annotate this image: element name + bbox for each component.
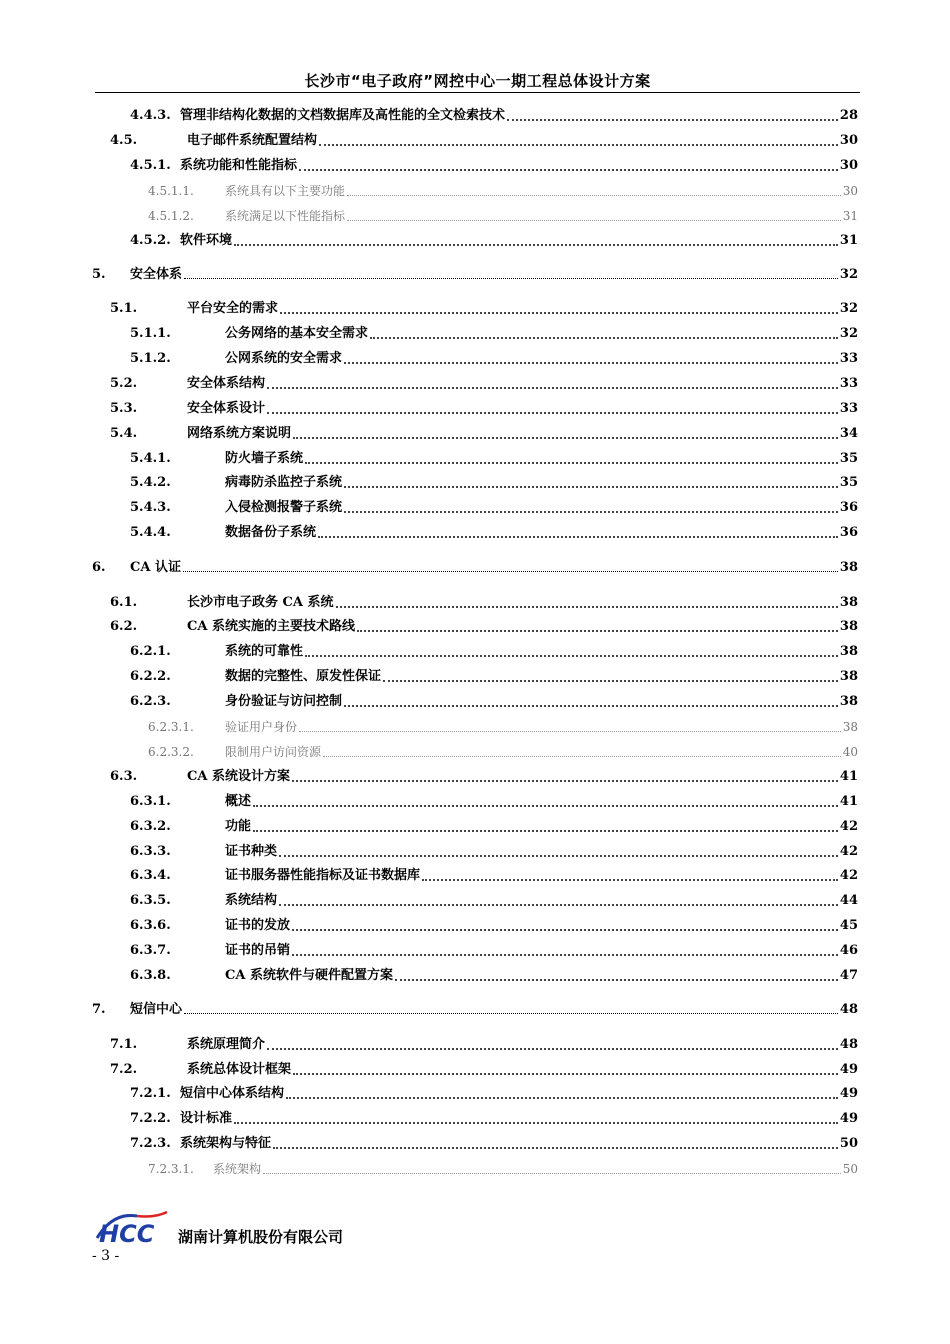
toc-entry-title: 安全体系设计 (187, 401, 266, 416)
toc-entry[interactable] (130, 1107, 858, 1127)
toc-entry[interactable] (148, 204, 858, 224)
toc-dot-leader (336, 590, 838, 608)
toc-entry-page: 38 (839, 644, 858, 659)
toc-entry-page: 33 (839, 401, 858, 416)
toc-dot-leader (395, 963, 838, 981)
toc-entry-number: 5.4.3. (130, 500, 171, 515)
toc-dot-leader (234, 1106, 838, 1124)
toc-entry-number: 7.2.2. (130, 1111, 171, 1126)
toc-entry-number: 7. (92, 1002, 106, 1017)
toc-entry-number: 6.2.3.2. (148, 745, 194, 759)
toc-entry[interactable] (148, 715, 858, 735)
toc-entry[interactable] (92, 998, 858, 1018)
toc-entry-title: 防火墙子系统 (225, 451, 304, 466)
toc-entry[interactable] (130, 665, 858, 685)
toc-entry[interactable] (130, 322, 858, 342)
toc-dot-leader (344, 346, 838, 364)
toc-dot-leader (293, 421, 838, 439)
toc-entry-page: 30 (839, 158, 858, 173)
toc-dot-leader (383, 664, 838, 682)
toc-entry[interactable] (130, 229, 858, 249)
toc-dot-leader (344, 495, 838, 513)
toc-entry-number: 7.2.3. (130, 1136, 171, 1151)
toc-entry-page: 42 (839, 868, 858, 883)
toc-entry[interactable] (130, 964, 858, 984)
toc-entry-number: 6.2.2. (130, 669, 171, 684)
toc-entry-title: 概述 (225, 794, 252, 809)
toc-entry-title: 证书服务器性能指标及证书数据库 (225, 868, 421, 883)
toc-dot-leader (370, 321, 838, 339)
toc-entry-title: 系统原理简介 (187, 1037, 266, 1052)
toc-entry-page: 30 (842, 184, 858, 198)
toc-entry-number: 7.2. (110, 1062, 138, 1077)
company-name: 湖南计算机股份有限公司 (178, 1228, 344, 1246)
toc-entry-page: 49 (839, 1062, 858, 1077)
toc-dot-leader (267, 396, 838, 414)
toc-entry-number: 5.4.2. (130, 475, 171, 490)
header-title: 长沙市“电子政府”网控中心一期工程总体设计方案 (304, 72, 651, 90)
toc-dot-leader (347, 179, 841, 196)
toc-entry-title: CA 系统软件与硬件配置方案 (225, 968, 393, 983)
toc-entry-number: 5.1. (110, 301, 138, 316)
toc-entry[interactable] (130, 914, 858, 934)
toc-entry-title: 限制用户访问资源 (225, 745, 322, 759)
toc-entry-page: 49 (839, 1086, 858, 1101)
toc-dot-leader (292, 938, 838, 956)
toc-entry[interactable] (130, 104, 858, 124)
toc-entry-number: 5.1.1. (130, 326, 171, 341)
toc-entry[interactable] (130, 521, 858, 541)
toc-entry-number: 6. (92, 560, 106, 575)
toc-dot-leader (279, 888, 838, 906)
toc-entry[interactable] (92, 263, 858, 283)
toc-entry-title: 管理非结构化数据的文档数据库及高性能的全文检索技术 (180, 108, 506, 123)
toc-entry-title: 平台安全的需求 (187, 301, 279, 316)
toc-dot-leader (263, 1157, 841, 1174)
toc-dot-leader (299, 715, 841, 732)
logo-text: HCC (99, 1220, 155, 1248)
toc-dot-leader (184, 262, 838, 279)
toc-dot-leader (318, 520, 838, 538)
toc-dot-leader (267, 371, 838, 389)
toc-entry-number: 5.4.1. (130, 451, 171, 466)
toc-entry-page: 32 (839, 267, 858, 282)
toc-entry-page: 35 (839, 451, 858, 466)
toc-entry-title: 系统架构 (213, 1162, 262, 1176)
toc-entry-number: 6.3.2. (130, 819, 171, 834)
toc-entry[interactable] (130, 815, 858, 835)
toc-dot-leader (344, 689, 838, 707)
toc-entry[interactable] (110, 615, 858, 635)
toc-entry[interactable] (110, 765, 858, 785)
toc-entry-page: 28 (839, 108, 858, 123)
toc-entry-number: 4.5.1. (130, 158, 171, 173)
toc-entry-title: 网络系统方案说明 (187, 426, 292, 441)
toc-entry-title: 安全体系 (130, 267, 183, 282)
toc-dot-leader (286, 1081, 838, 1099)
toc-entry-number: 5. (92, 267, 106, 282)
toc-entry-title: 短信中心 (130, 1002, 183, 1017)
toc-entry[interactable] (110, 397, 858, 417)
toc-entry[interactable] (110, 372, 858, 392)
toc-entry-number: 6.2.3. (130, 694, 171, 709)
toc-dot-leader (344, 470, 838, 488)
toc-entry-title: 证书的发放 (225, 918, 291, 933)
toc-entry[interactable] (130, 840, 858, 860)
toc-entry[interactable] (148, 179, 858, 199)
toc-entry-title: 系统具有以下主要功能 (225, 184, 346, 198)
toc-entry-title: 系统架构与特征 (180, 1136, 272, 1151)
toc-entry-title: 证书的吊销 (225, 943, 291, 958)
toc-entry-page: 32 (839, 301, 858, 316)
toc-entry-page: 36 (839, 500, 858, 515)
toc-dot-leader (293, 1057, 838, 1075)
toc-entry-page: 42 (839, 819, 858, 834)
toc-entry-page: 33 (839, 351, 858, 366)
toc-entry-page: 48 (839, 1002, 858, 1017)
toc-dot-leader (280, 296, 838, 314)
toc-entry[interactable] (130, 1132, 858, 1152)
toc-entry-title: 证书种类 (225, 844, 278, 859)
toc-entry-number: 4.4.3. (130, 108, 171, 123)
toc-entry-page: 48 (839, 1037, 858, 1052)
toc-entry-title: 短信中心体系结构 (180, 1086, 285, 1101)
toc-dot-leader (299, 153, 838, 171)
toc-dot-leader (234, 228, 838, 246)
toc-dot-leader (253, 789, 838, 807)
toc-entry[interactable] (130, 889, 858, 909)
toc-entry[interactable] (130, 939, 858, 959)
toc-entry-page: 35 (839, 475, 858, 490)
toc-entry[interactable] (130, 447, 858, 467)
toc-dot-leader (507, 103, 838, 121)
toc-entry-page: 49 (839, 1111, 858, 1126)
toc-dot-leader (273, 1131, 838, 1149)
toc-entry-number: 6.3.1. (130, 794, 171, 809)
toc-entry[interactable] (130, 347, 858, 367)
toc-entry-page: 41 (839, 794, 858, 809)
toc-entry-title: 身份验证与访问控制 (225, 694, 343, 709)
toc-dot-leader (305, 446, 838, 464)
toc-entry-page: 45 (839, 918, 858, 933)
toc-entry-page: 34 (839, 426, 858, 441)
toc-entry-page: 40 (842, 745, 858, 759)
toc-entry-number: 4.5.2. (130, 233, 171, 248)
toc-entry-page: 38 (839, 669, 858, 684)
toc-dot-leader (292, 764, 838, 782)
toc-entry[interactable] (130, 790, 858, 810)
toc-dot-leader (305, 639, 838, 657)
toc-entry-page: 50 (842, 1162, 858, 1176)
toc-entry-page: 31 (842, 209, 858, 223)
toc-entry-number: 5.4. (110, 426, 138, 441)
toc-dot-leader (323, 740, 841, 757)
toc-entry-page: 36 (839, 525, 858, 540)
toc-entry-page: 38 (839, 694, 858, 709)
toc-dot-leader (319, 128, 838, 146)
toc-entry-title: 设计标准 (180, 1111, 233, 1126)
toc-entry-title: 入侵检测报警子系统 (225, 500, 343, 515)
toc-entry-number: 7.2.3.1. (148, 1162, 194, 1176)
toc-entry-title: 安全体系结构 (187, 376, 266, 391)
toc-entry-title: 系统满足以下性能指标 (225, 209, 346, 223)
toc-dot-leader (292, 913, 838, 931)
toc-entry-page: 44 (839, 893, 858, 908)
toc-entry-title: CA 系统设计方案 (187, 769, 290, 784)
toc-entry[interactable] (148, 740, 858, 760)
toc-entry-number: 6.3.8. (130, 968, 171, 983)
toc-entry-page: 50 (839, 1136, 858, 1151)
toc-entry-page: 42 (839, 844, 858, 859)
toc-entry-title: 数据备份子系统 (225, 525, 317, 540)
toc-entry[interactable] (110, 1033, 858, 1053)
toc-dot-leader (267, 1032, 838, 1050)
toc-entry-title: 系统功能和性能指标 (180, 158, 298, 173)
company-logo (93, 1208, 173, 1248)
toc-entry-title: 公网系统的安全需求 (225, 351, 343, 366)
toc-entry-page: 30 (839, 133, 858, 148)
toc-entry-page: 38 (839, 619, 858, 634)
toc-entry[interactable] (130, 1082, 858, 1102)
toc-dot-leader (357, 614, 838, 632)
toc-entry-title: CA 系统实施的主要技术路线 (187, 619, 355, 634)
toc-entry-number: 6.3.5. (130, 893, 171, 908)
toc-entry-page: 31 (839, 233, 858, 248)
toc-entry-page: 33 (839, 376, 858, 391)
toc-entry-number: 7.1. (110, 1037, 138, 1052)
toc-entry-title: 公务网络的基本安全需求 (225, 326, 369, 341)
toc-entry-page: 38 (839, 595, 858, 610)
toc-entry-page: 46 (839, 943, 858, 958)
toc-entry-number: 6.3.6. (130, 918, 171, 933)
toc-entry[interactable] (110, 1058, 858, 1078)
toc-entry-number: 4.5.1.2. (148, 209, 194, 223)
toc-dot-leader (184, 997, 838, 1014)
toc-entry[interactable] (92, 556, 858, 576)
toc-entry-title: 数据的完整性、原发性保证 (225, 669, 382, 684)
toc-entry[interactable] (130, 690, 858, 710)
toc-entry[interactable] (148, 1157, 858, 1177)
toc-entry-number: 6.1. (110, 595, 138, 610)
page-number: - 3 - (92, 1248, 120, 1264)
toc-entry[interactable] (110, 591, 858, 611)
toc-entry-title: 病毒防杀监控子系统 (225, 475, 343, 490)
toc-dot-leader (422, 863, 838, 881)
toc-entry-number: 6.3.4. (130, 868, 171, 883)
toc-entry-number: 4.5.1.1. (148, 184, 194, 198)
toc-entry[interactable] (110, 129, 858, 149)
toc-entry-title: 功能 (225, 819, 252, 834)
toc-entry-title: 验证用户身份 (225, 720, 298, 734)
toc-entry-title: 电子邮件系统配置结构 (187, 133, 318, 148)
toc-entry-number: 6.3.7. (130, 943, 171, 958)
toc-entry-number: 6.2. (110, 619, 138, 634)
toc-dot-leader (279, 839, 838, 857)
toc-entry[interactable] (110, 422, 858, 442)
toc-entry-page: 38 (842, 720, 858, 734)
toc-entry-number: 5.3. (110, 401, 138, 416)
toc-entry-page: 32 (839, 326, 858, 341)
toc-entry-number: 5.1.2. (130, 351, 171, 366)
toc-entry-number: 6.3.3. (130, 844, 171, 859)
toc-entry-number: 4.5. (110, 133, 138, 148)
toc-entry-page: 41 (839, 769, 858, 784)
toc-entry-page: 38 (839, 560, 858, 575)
toc-entry[interactable] (130, 471, 858, 491)
toc-dot-leader (183, 555, 838, 572)
toc-entry[interactable] (130, 864, 858, 884)
toc-entry[interactable] (110, 297, 858, 317)
toc-entry-page: 47 (839, 968, 858, 983)
toc-entry-number: 6.2.1. (130, 644, 171, 659)
toc-entry-number: 6.3. (110, 769, 138, 784)
toc-dot-leader (347, 204, 841, 221)
toc-entry[interactable] (130, 154, 858, 174)
toc-entry-number: 6.2.3.1. (148, 720, 194, 734)
toc-entry[interactable] (130, 496, 858, 516)
toc-entry-title: 系统结构 (225, 893, 278, 908)
toc-entry-number: 5.2. (110, 376, 138, 391)
toc-entry-title: 长沙市电子政务 CA 系统 (187, 595, 334, 610)
toc-entry-title: 系统的可靠性 (225, 644, 304, 659)
toc-entry[interactable] (130, 640, 858, 660)
toc-entry-number: 5.4.4. (130, 525, 171, 540)
toc-entry-number: 7.2.1. (130, 1086, 171, 1101)
toc-entry-title: 系统总体设计框架 (187, 1062, 292, 1077)
toc-dot-leader (253, 814, 838, 832)
toc-entry-title: 软件环境 (180, 233, 233, 248)
toc-entry-title: CA 认证 (130, 560, 181, 575)
